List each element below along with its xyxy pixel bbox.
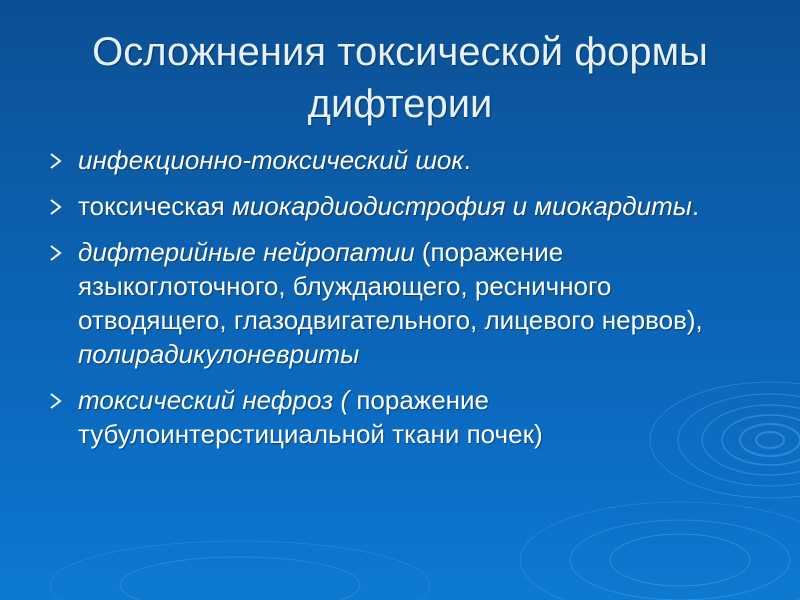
italic-text-run: дифтерийные нейропатии [78, 237, 415, 267]
arrow-bullet-icon [48, 384, 64, 416]
list-item [48, 383, 748, 451]
bullet-list [48, 143, 748, 463]
arrow-bullet-icon [48, 144, 64, 176]
bullet-text [78, 237, 703, 369]
italic-text-run: токсический нефроз ( [78, 385, 357, 415]
italic-text-run: полирадикулоневриты [78, 339, 360, 369]
list-item [48, 189, 748, 223]
list-item [48, 143, 748, 177]
text-run: . [691, 191, 700, 221]
bullet-text [78, 191, 699, 221]
text-run: поражение тубулоинтерстициальной ткани почек) [78, 385, 543, 449]
text-run: (поражение языкоглоточного, блуждающего, ресничного отводящего, глазодвигательного, лицевого нервов), [78, 237, 703, 335]
italic-text-run: миокардиодистрофия и миокардиты [231, 191, 692, 221]
slide-title: Осложнения токсической формы дифтерии [92, 30, 708, 126]
arrow-bullet-icon [48, 236, 64, 268]
italic-text-run: инфекционно-токсический шок [78, 145, 464, 175]
bullet-text [78, 385, 543, 449]
list-item [48, 235, 748, 371]
text-run: токсическая [78, 191, 232, 221]
bullet-text [78, 145, 471, 175]
arrow-bullet-icon [48, 190, 64, 222]
text-run: . [463, 145, 471, 175]
